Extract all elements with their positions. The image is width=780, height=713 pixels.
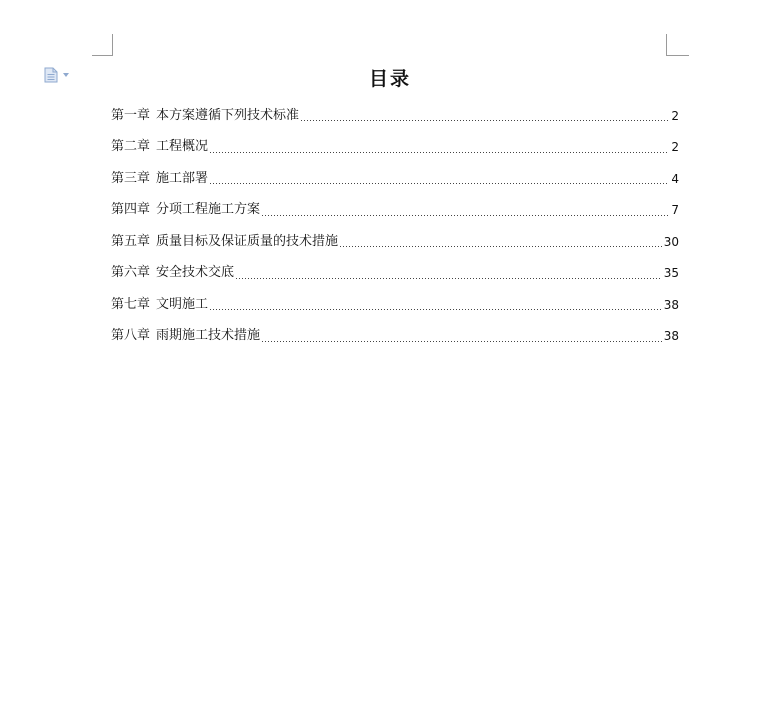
toc-entry-title: 本方案遵循下列技术标准	[156, 107, 300, 123]
toc-leader-dots	[210, 309, 662, 310]
toc-entry-title: 分项工程施工方案	[156, 202, 261, 218]
toc-leader-dots	[236, 278, 662, 279]
toc-page-number: 2	[671, 140, 679, 155]
toc-page-number: 38	[663, 329, 679, 344]
toc-leader-dots	[210, 183, 669, 184]
toc-page-number: 30	[663, 234, 679, 249]
toc-leader-dots	[262, 215, 669, 216]
toc-page-number: 38	[663, 297, 679, 312]
toc-page-number: 2	[671, 108, 679, 123]
toc-entry-title: 施工部署	[156, 170, 209, 186]
crop-mark-top-right	[666, 34, 689, 56]
crop-mark-top-left	[92, 34, 113, 56]
toc-entry[interactable]	[111, 258, 679, 290]
toc-chapter-number: 第四章	[111, 202, 151, 218]
toc-chapter-number: 第五章	[111, 233, 151, 249]
toc-leader-dots	[262, 341, 662, 342]
toc-entry[interactable]	[111, 321, 679, 353]
toc-entry[interactable]	[111, 195, 679, 227]
toc-chapter-number: 第七章	[111, 296, 151, 312]
page-title: 目录	[368, 68, 411, 90]
toc-leader-dots	[301, 120, 669, 121]
toc-entry-title: 文明施工	[156, 296, 209, 312]
toc-entry[interactable]	[111, 289, 679, 321]
toc-entry[interactable]	[111, 100, 679, 132]
toc-entry-title: 雨期施工技术措施	[156, 328, 261, 344]
toc-page-number: 7	[671, 203, 679, 218]
toc-entry-title: 质量目标及保证质量的技术措施	[156, 233, 339, 249]
toc-entry-title: 安全技术交底	[156, 265, 235, 281]
toc-entry[interactable]	[111, 226, 679, 258]
toc-chapter-number: 第六章	[111, 265, 151, 281]
toc-chapter-number: 第八章	[111, 328, 151, 344]
toc-chapter-number: 第二章	[111, 139, 151, 155]
toc-leader-dots	[210, 152, 669, 153]
toc-page-number: 35	[663, 266, 679, 281]
toc-entry-title: 工程概况	[156, 139, 209, 155]
toc-entry[interactable]	[111, 163, 679, 195]
toc-page-number: 4	[671, 171, 679, 186]
toc-chapter-number: 第一章	[111, 107, 151, 123]
toc-chapter-number: 第三章	[111, 170, 151, 186]
toc-leader-dots	[340, 246, 662, 247]
table-of-contents	[111, 100, 679, 352]
toc-entry[interactable]	[111, 132, 679, 164]
